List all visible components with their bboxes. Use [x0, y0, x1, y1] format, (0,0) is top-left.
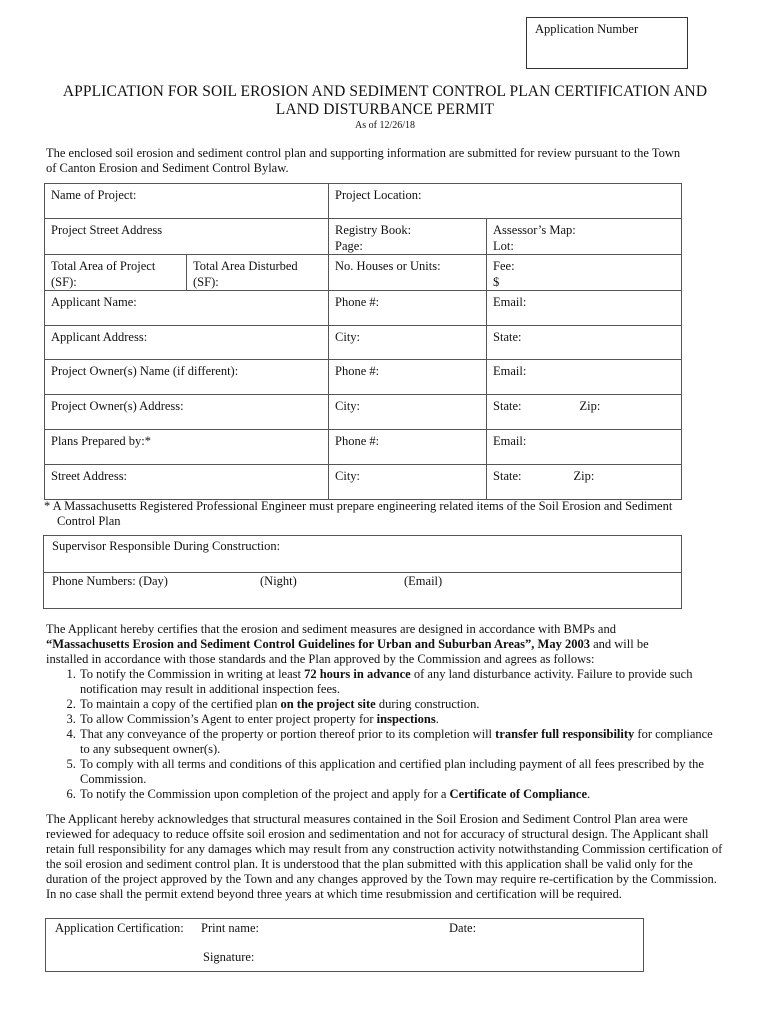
phone-label: Phone #:: [335, 434, 380, 448]
list-item: 6. To notify the Commission upon completion of the project and apply for a Certificate of Compliance.: [79, 787, 719, 802]
owner-city-field[interactable]: [329, 395, 487, 430]
total-area-disturbed-field[interactable]: [187, 255, 329, 291]
application-number-box[interactable]: [526, 17, 688, 69]
page-title-line2: LAND DISTURBANCE PERMIT: [275, 101, 495, 118]
zip-label: Zip:: [573, 469, 595, 483]
city-label: City:: [335, 399, 361, 413]
owner-name-field[interactable]: [45, 360, 329, 395]
preparer-street-address-field[interactable]: [45, 465, 329, 500]
fee-label: Fee:: [493, 259, 515, 273]
list-item: 5. To comply with all terms and conditions of this application and certified plan including payment of all fees prescribed by the Commission.: [79, 757, 719, 787]
certify-line3: installed in accordance with those standards and the Plan approved by the Commission and agrees as follows:: [46, 652, 595, 666]
applicant-address-label: Applicant Address:: [51, 330, 148, 344]
applicant-name-field[interactable]: [45, 291, 329, 326]
print-name-field[interactable]: Print name:: [201, 921, 259, 935]
email-label: Email:: [493, 364, 527, 378]
no-houses-label: No. Houses or Units:: [335, 259, 441, 273]
list-item: 1. To notify the Commission in writing at least 72 hours in advance of any land disturbance activity. Failure to provide such notification may result in additional inspection fees.: [79, 667, 719, 697]
page-title-line1: APPLICATION FOR SOIL EROSION AND SEDIMENT CONTROL PLAN CERTIFICATION AND: [62, 83, 708, 100]
street-address-label: Street Address:: [51, 469, 128, 483]
page-label: Page:: [335, 239, 363, 253]
state-label: State:: [493, 330, 522, 344]
phone-label: Phone #:: [335, 295, 380, 309]
guidelines-title: “Massachusetts Erosion and Sediment Control Guidelines for Urban and Suburban Areas”, May 2003: [46, 637, 590, 651]
certify-paragraph: [46, 622, 726, 667]
preparer-phone-field[interactable]: [329, 430, 487, 465]
owner-state-zip-field[interactable]: [487, 395, 682, 430]
state-label: State:: [493, 399, 522, 413]
plans-prepared-by-label: Plans Prepared by:*: [51, 434, 151, 448]
zip-label: Zip:: [579, 399, 601, 413]
divider: [44, 572, 681, 573]
date-field[interactable]: Date:: [449, 921, 477, 935]
preparer-state-zip-field[interactable]: [487, 465, 682, 500]
phone-night-label: (Night): [260, 574, 297, 588]
applicant-address-field[interactable]: [45, 326, 329, 360]
owner-address-label: Project Owner(s) Address:: [51, 399, 184, 413]
fee-field[interactable]: [487, 255, 682, 291]
list-item: 3. To allow Commission’s Agent to enter project property for inspections.: [79, 712, 719, 727]
certify-line2-rest: and will be: [589, 637, 649, 651]
owner-phone-field[interactable]: [329, 360, 487, 395]
applicant-email-field[interactable]: [487, 291, 682, 326]
assessors-map-field[interactable]: [487, 219, 682, 255]
as-of-date: As of 12/26/18: [355, 120, 415, 131]
city-label: City:: [335, 330, 361, 344]
owner-email-field[interactable]: [487, 360, 682, 395]
signature-field[interactable]: Signature:: [203, 950, 255, 964]
engineer-footnote: [44, 499, 744, 529]
project-location-field[interactable]: [329, 184, 682, 219]
applicant-state-field[interactable]: [487, 326, 682, 360]
application-certification-label: Application Certification:: [55, 921, 184, 935]
city-label: City:: [335, 469, 361, 483]
project-location-label: Project Location:: [335, 188, 422, 202]
owner-name-label: Project Owner(s) Name (if different):: [51, 364, 239, 378]
total-area-project-unit: (SF):: [51, 275, 77, 289]
application-number-label: Application Number: [535, 22, 639, 36]
footnote-line2: Control Plan: [57, 514, 121, 528]
state-label: State:: [493, 469, 522, 483]
assessors-map-label: Assessor’s Map:: [493, 223, 576, 237]
list-item: 2. To maintain a copy of the certified plan on the project site during construction.: [79, 697, 719, 712]
project-street-address-field[interactable]: [45, 219, 329, 255]
no-houses-field[interactable]: [329, 255, 487, 291]
name-of-project-field[interactable]: [45, 184, 329, 219]
plans-prepared-by-field[interactable]: [45, 430, 329, 465]
email-label: Email:: [493, 295, 527, 309]
project-street-address-label: Project Street Address: [51, 223, 163, 237]
supervisor-email-label: (Email): [404, 574, 443, 588]
project-info-form: [44, 183, 682, 500]
total-area-disturbed-unit: (SF):: [193, 275, 219, 289]
preparer-email-field[interactable]: [487, 430, 682, 465]
application-certification-box: [45, 918, 644, 972]
applicant-phone-field[interactable]: [329, 291, 487, 326]
list-item: 4. That any conveyance of the property or portion thereof prior to its completion will transfer full responsibility for compliance to any subsequent owner(s).: [79, 727, 719, 757]
total-area-project-label: Total Area of Project: [51, 259, 156, 273]
intro-paragraph: The enclosed soil erosion and sediment control plan and supporting information are submitted for review pursuant to the Town of Canton Erosion and Sediment Control Bylaw.: [46, 146, 681, 175]
certify-line1: The Applicant hereby certifies that the erosion and sediment measures are designed in accordance with BMPs and: [46, 622, 616, 636]
phone-label: Phone #:: [335, 364, 380, 378]
name-of-project-label: Name of Project:: [51, 188, 137, 202]
email-label: Email:: [493, 434, 527, 448]
agreement-list: [46, 667, 719, 802]
applicant-name-label: Applicant Name:: [51, 295, 137, 309]
owner-address-field[interactable]: [45, 395, 329, 430]
total-area-disturbed-label: Total Area Disturbed: [193, 259, 298, 273]
total-area-project-field[interactable]: [45, 255, 187, 291]
phone-day-label: Phone Numbers: (Day): [52, 574, 168, 588]
registry-book-label: Registry Book:: [335, 223, 412, 237]
supervisor-label[interactable]: Supervisor Responsible During Construction:: [52, 539, 281, 553]
applicant-city-field[interactable]: [329, 326, 487, 360]
fee-dollar-sign: $: [493, 275, 500, 289]
registry-book-field[interactable]: [329, 219, 487, 255]
preparer-city-field[interactable]: [329, 465, 487, 500]
lot-label: Lot:: [493, 239, 514, 253]
supervisor-box: [43, 535, 682, 609]
acknowledge-paragraph: The Applicant hereby acknowledges that structural measures contained in the Soil Erosion and Sediment Control Plan area were reviewed for adequacy to reduce offsite soil erosion and sedimentation and not for accuracy of structural design. The Applicant shall retain full responsibility for any damages which may result from any construction activity notwithstanding Commission certification of the soil erosion and sediment control plan. It is understood that the plan submitted with this application shall be valid only for the duration of the project approved by the Town and any changes approved by the Town may require re-certification by the Commission. In no case shall the permit extend beyond three years at which time resubmission and certification will be required.: [46, 812, 723, 901]
footnote-line1: * A Massachusetts Registered Professional Engineer must prepare engineering related items of the Soil Erosion and Sediment: [44, 499, 673, 513]
